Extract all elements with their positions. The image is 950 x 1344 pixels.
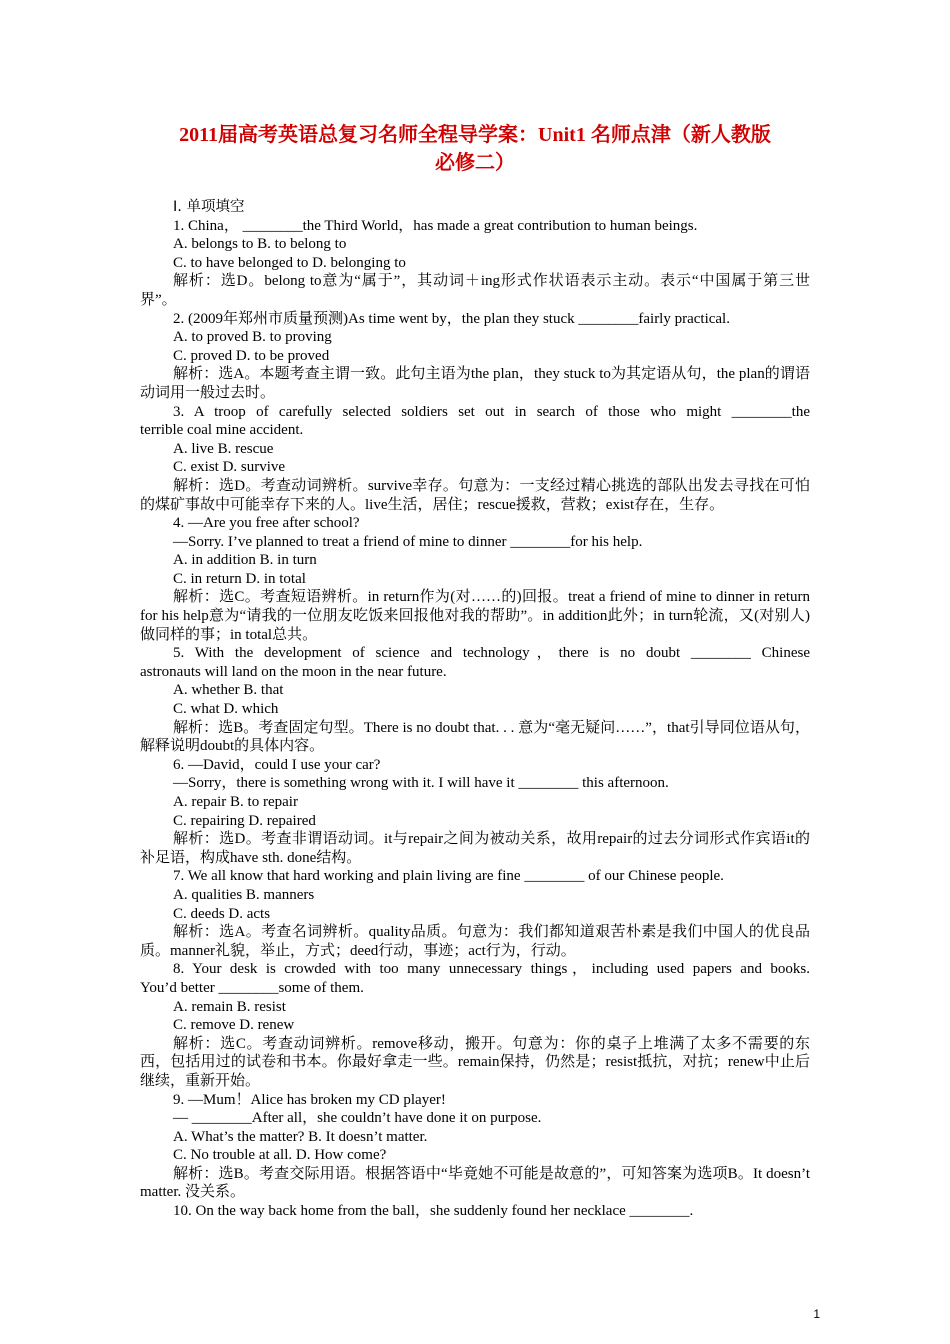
question-9-stem: 9. —Mum！Alice has broken my CD player! [173, 1091, 446, 1108]
question-8-stem-cont: You’d better ________some of them. [140, 979, 364, 996]
question-3-options-ab: A. live B. rescue [173, 440, 274, 457]
question-9-options-cd: C. No trouble at all. D. How come? [173, 1147, 387, 1164]
section-heading: Ⅰ. 单项填空 [173, 199, 245, 215]
question-9-options-ab: A. What’s the matter? B. It doesn’t matter. [173, 1128, 428, 1145]
question-5-stem-cont: astronauts will land on the moon in the near future. [140, 663, 447, 680]
question-3-explanation: 解析：选D。考查动词辨析。survive幸存。句意为：一支经过精心挑选的部队出发去寻找在可怕的煤矿事故中可能幸存下来的人。live生活，居住；rescue援救，营救；exist存在，生存。 [140, 477, 810, 513]
page-number: 1 [813, 1307, 820, 1321]
question-3-stem: 3. A troop of carefully selected soldiers set out in search of those who might ________the [173, 403, 810, 420]
document-body [140, 198, 810, 1221]
question-3-stem-cont: terrible coal mine accident. [140, 422, 304, 439]
question-6-reply: —Sorry，there is something wrong with it. I will have it ________ this afternoon. [173, 775, 669, 792]
question-2-options-cd: C. proved D. to be proved [173, 347, 330, 364]
question-7-stem: 7. We all know that hard working and plain living are fine ________ of our Chinese people. [173, 868, 724, 885]
question-6-options-ab: A. repair B. to repair [173, 794, 298, 810]
question-4-options-ab: A. in addition B. in turn [173, 552, 317, 569]
question-2-explanation: 解析：选A。本题考查主谓一致。此句主语为the plan，they stuck to为其定语从句，the plan的谓语动词用一般过去时。 [140, 366, 810, 401]
question-9-explanation: 解析：选B。考查交际用语。根据答语中“毕竟她不可能是故意的”，可知答案为选项B。It doesn’t matter. 没关系。 [140, 1165, 810, 1201]
question-7-explanation: 解析：选A。考查名词辨析。quality品质。句意为：我们都知道艰苦朴素是我们中国人的优良品质。manner礼貌，举止，方式；deed行动，事迹；act行为，行动。 [140, 924, 810, 959]
question-8-explanation: 解析：选C。考查动词辨析。remove移动，搬开。句意为：你的桌子上堆满了太多不需要的东西，包括用过的试卷和书本。你最好拿走一些。remain保持，仍然是；resist抵抗，对抗；renew中止后继续，重新开始。 [140, 1035, 810, 1089]
question-3-options-cd: C. exist D. survive [173, 459, 286, 476]
question-10-stem: 10. On the way back home from the ball，she suddenly found her necklace ________. [173, 1203, 694, 1220]
question-6-stem: 6. —David，could I use your car? [173, 756, 381, 773]
question-8-options-cd: C. remove D. renew [173, 1017, 295, 1034]
question-5-options-ab: A. whether B. that [173, 682, 284, 699]
question-4-options-cd: C. in return D. in total [173, 570, 306, 587]
question-9-reply: — ________After all，she couldn’t have done it on purpose. [173, 1110, 542, 1127]
question-6-explanation: 解析：选D。考查非谓语动词。it与repair之间为被动关系，故用repair的过去分词形式作宾语it的补足语，构成have sth. done结构。 [140, 831, 810, 866]
question-4-reply: —Sorry. I’ve planned to treat a friend of mine to dinner ________for his help. [173, 533, 643, 550]
title-line-1: 2011届高考英语总复习名师全程导学案：Unit1 名师点津（新人教版 [179, 124, 771, 146]
question-8-options-ab: A. remain B. resist [173, 998, 286, 1015]
question-1-options-ab: A. belongs to B. to belong to [173, 236, 347, 253]
question-5-options-cd: C. what D. which [173, 701, 279, 718]
question-4-explanation: 解析：选C。考查短语辨析。in return作为(对……的)回报。treat a friend of mine to dinner in return for his help意为“请我的一位朋友吃饭来回报他对我的帮助”。in addition此外；in turn轮流，又(对别人)做同样的事；in total总共。 [140, 589, 810, 643]
question-7-options-ab: A. qualities B. manners [173, 886, 315, 903]
question-1-stem: 1. China， ________the Third World，has made a great contribution to human beings. [173, 217, 698, 234]
question-1-options-cd: C. to have belonged to D. belonging to [173, 254, 406, 271]
document-title [140, 121, 810, 177]
question-2-stem: 2. (2009年郑州市质量预测)As time went by，the plan they stuck ________fairly practical. [173, 310, 730, 327]
question-5-stem: 5. With the development of science and technology，there is no doubt ________ Chinese [173, 645, 810, 662]
question-1-explanation: 解析：选D。belong to意为“属于”，其动词＋ing形式作状语表示主动。表示“中国属于第三世界”。 [140, 273, 810, 308]
question-7-options-cd: C. deeds D. acts [173, 905, 271, 922]
question-6-options-cd: C. repairing D. repaired [173, 812, 316, 829]
question-5-explanation: 解析：选B。考查固定句型。There is no doubt that. . . 意为“毫无疑问……”，that引导同位语从句，解释说明doubt的具体内容。 [140, 719, 810, 755]
title-line-2: 必修二） [435, 152, 515, 174]
question-2-options-ab: A. to proved B. to proving [173, 329, 332, 346]
question-4-stem: 4. —Are you free after school? [173, 515, 360, 532]
question-8-stem: 8. Your desk is crowded with too many unnecessary things，including used papers and books. [173, 961, 810, 978]
